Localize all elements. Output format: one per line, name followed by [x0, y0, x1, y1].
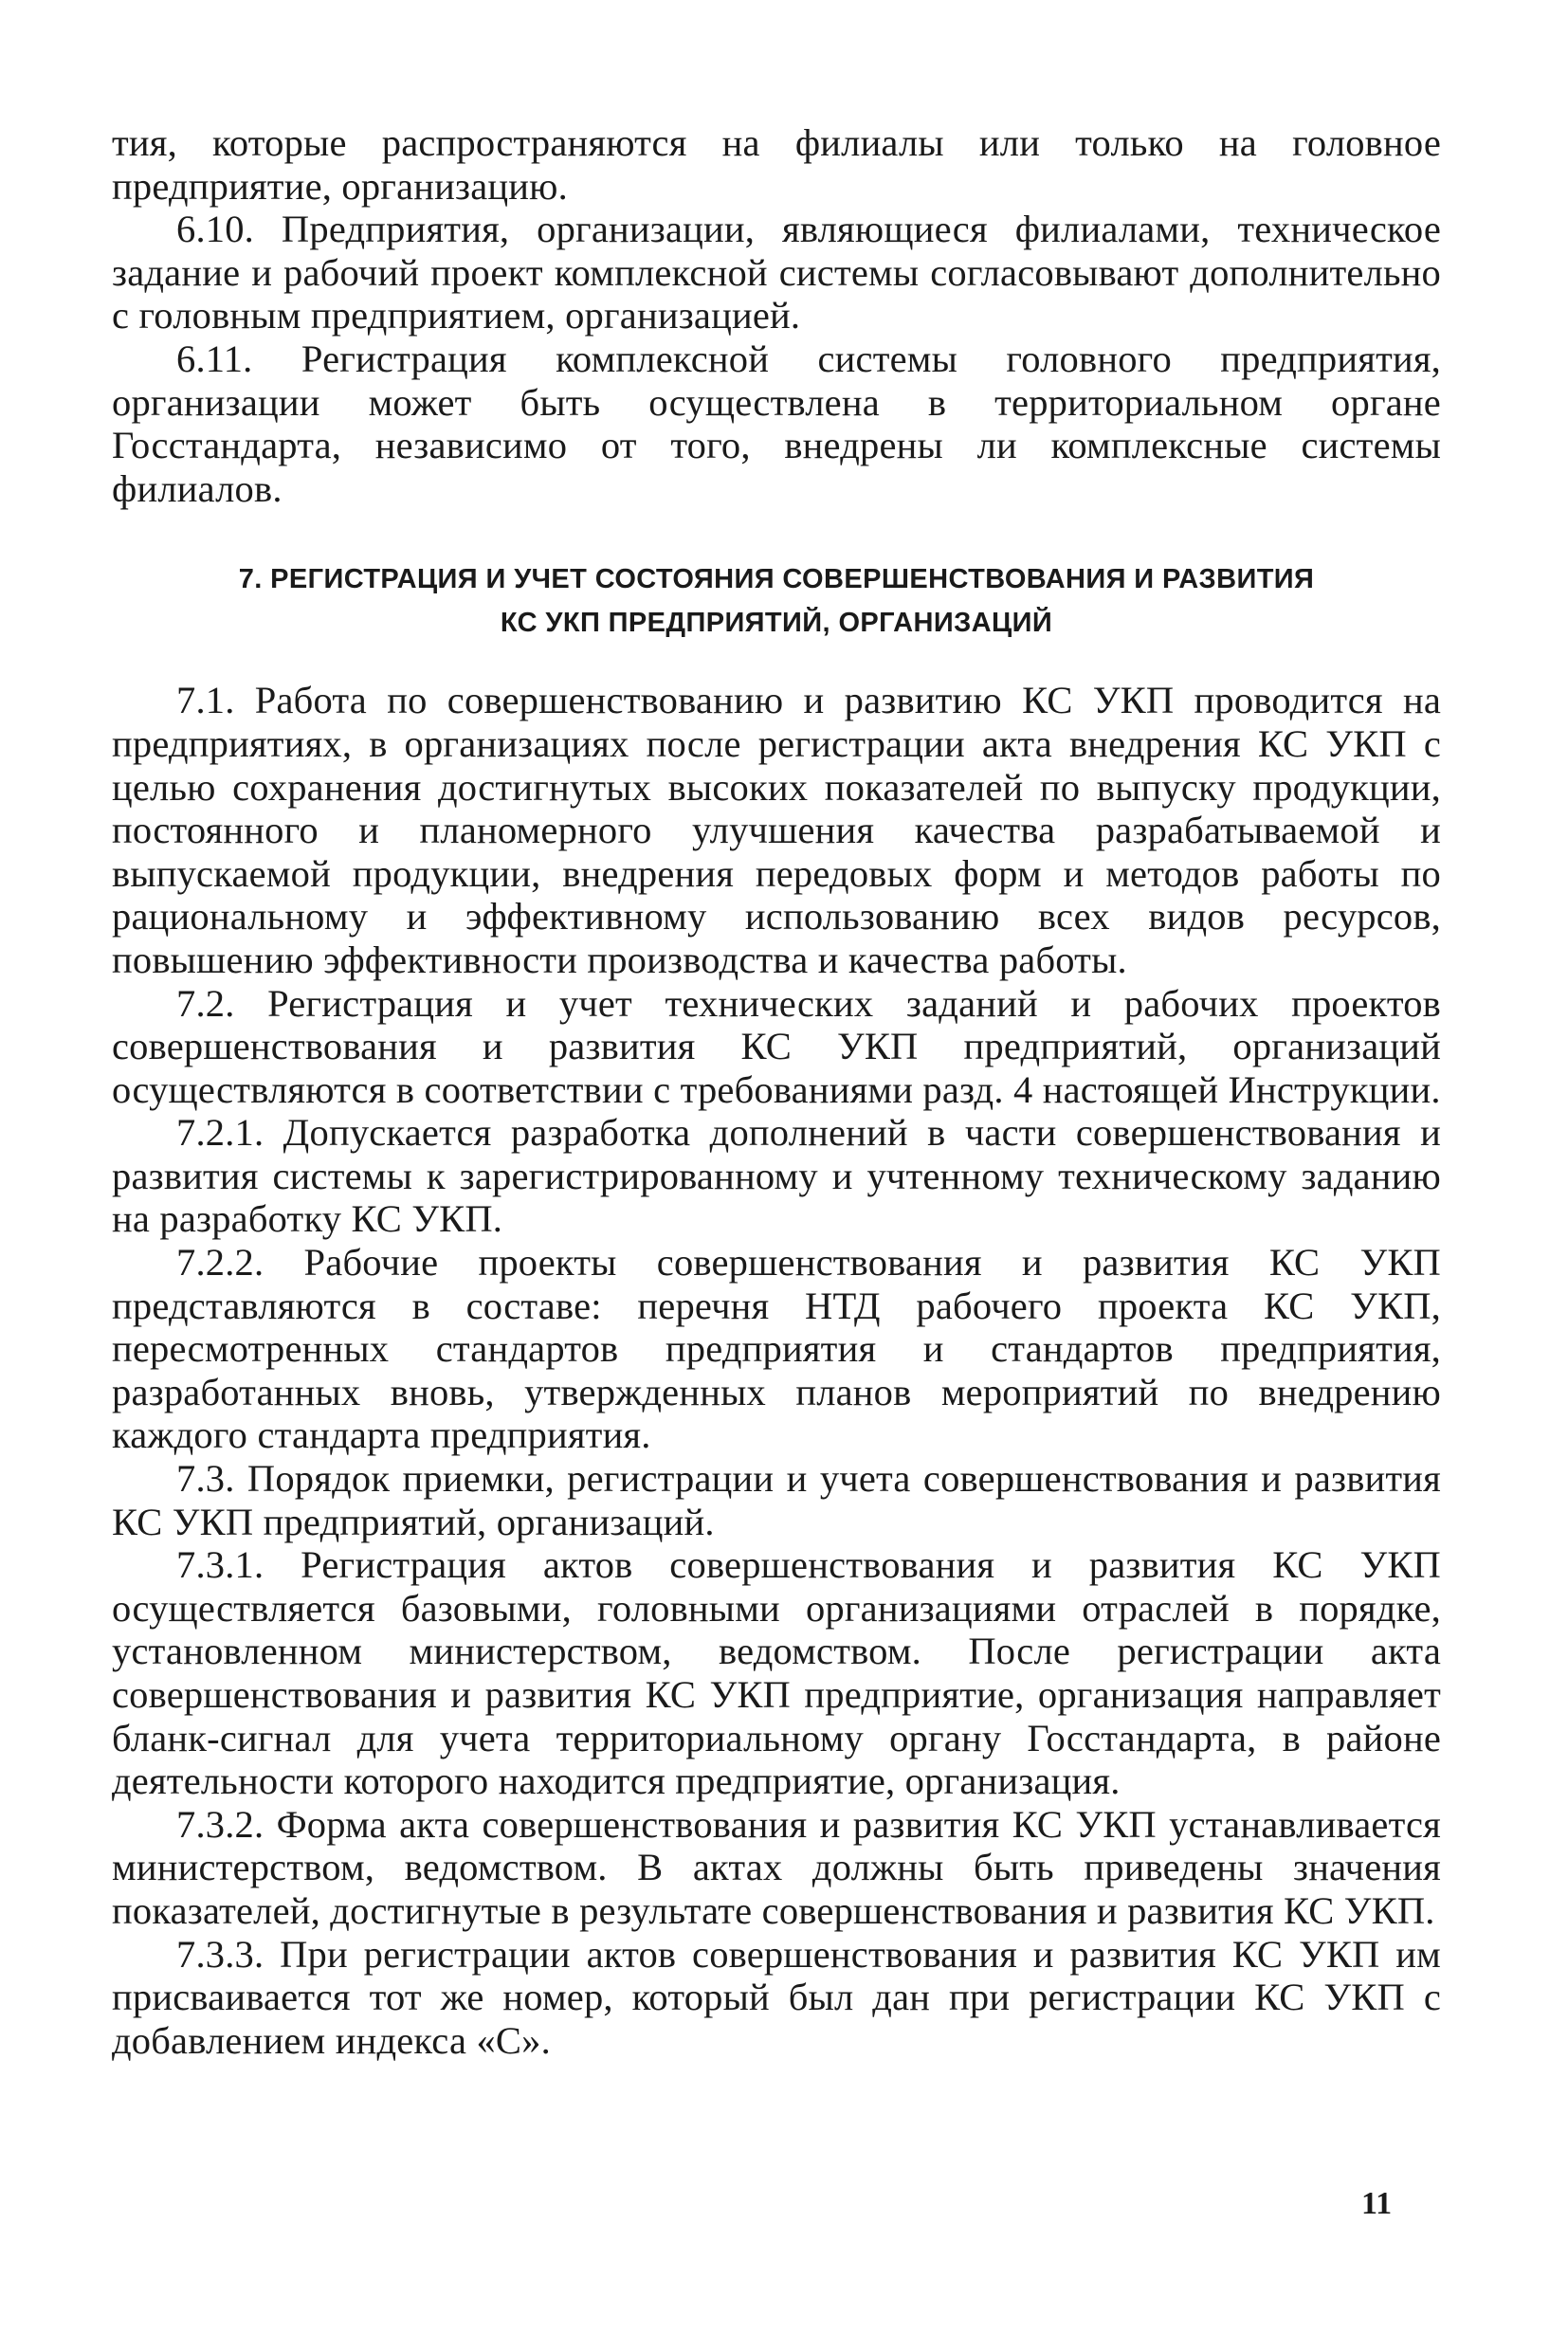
paragraph-6-11: 6.11. Регистрация комплексной системы головного предприятия, организации может быть осуществлена в территориальном органе Госстандарта, независимо от того, внедрены ли комплексные системы филиалов. — [112, 337, 1441, 510]
paragraph-7-3-2: 7.3.2. Форма акта совершенствования и развития КС УКП устанавливается министерством, ведомством. В актах должны быть приведены значения показателей, достигнутые в результате совершенствования и развития КС УКП. — [112, 1802, 1441, 1932]
paragraph-continuation: тия, которые распространяются на филиалы или только на головное предприятие, организацию. — [112, 121, 1441, 208]
section-heading-line-1: 7. РЕГИСТРАЦИЯ И УЧЕТ СОСТОЯНИЯ СОВЕРШЕНСТВОВАНИЯ И РАЗВИТИЯ — [238, 564, 1315, 595]
page-number: 11 — [1361, 2186, 1393, 2221]
document-page — [112, 121, 1441, 2062]
paragraph-7-3: 7.3. Порядок приемки, регистрации и учета совершенствования и развития КС УКП предприятий, организаций. — [112, 1457, 1441, 1543]
paragraph-7-3-1: 7.3.1. Регистрация актов совершенствования и развития КС УКП осуществляется базовыми, головными организациями отраслей в порядке, установленном министерством, ведомством. После регистрации акта совершенствования и развития КС УКП предприятие, организация направляет бланк-сигнал для учета территориальному органу Госстандарта, в районе деятельности которого находится предприятие, организация. — [112, 1543, 1441, 1803]
paragraph-7-3-3: 7.3.3. При регистрации актов совершенствования и развития КС УКП им присваивается тот же номер, который был дан при регистрации КС УКП с добавлением индекса «С». — [112, 1932, 1441, 2062]
paragraph-6-10: 6.10. Предприятия, организации, являющиеся филиалами, техническое задание и рабочий проект комплексной системы согласовывают дополнительно с головным предприятием, организацией. — [112, 208, 1441, 337]
section-heading — [112, 557, 1441, 645]
paragraph-7-1: 7.1. Работа по совершенствованию и развитию КС УКП проводится на предприятиях, в организациях после регистрации акта внедрения КС УКП с целью сохранения достигнутых высоких показателей по выпуску продукции, постоянного и планомерного улучшения качества разрабатываемой и выпускаемой продукции, внедрения передовых форм и методов работы по рациональному и эффективному использованию всех видов ресурсов, повышению эффективности производства и качества работы. — [112, 679, 1441, 981]
paragraph-7-2-2: 7.2.2. Рабочие проекты совершенствования и развития КС УКП представляются в составе: перечня НТД рабочего проекта КС УКП, пересмотренных стандартов предприятия и стандартов предприятия, разработанных вновь, утвержденных планов мероприятий по внедрению каждого стандарта предприятия. — [112, 1241, 1441, 1457]
paragraph-7-2-1: 7.2.1. Допускается разработка дополнений в части совершенствования и развития системы к зарегистрированному и учтенному техническому заданию на разработку КС УКП. — [112, 1111, 1441, 1241]
paragraph-7-2: 7.2. Регистрация и учет технических заданий и рабочих проектов совершенствования и развития КС УКП предприятий, организаций осуществляются в соответствии с требованиями разд. 4 настоящей Инструкции. — [112, 981, 1441, 1111]
section-heading-line-2: КС УКП ПРЕДПРИЯТИЙ, ОРГАНИЗАЦИЙ — [500, 608, 1053, 639]
